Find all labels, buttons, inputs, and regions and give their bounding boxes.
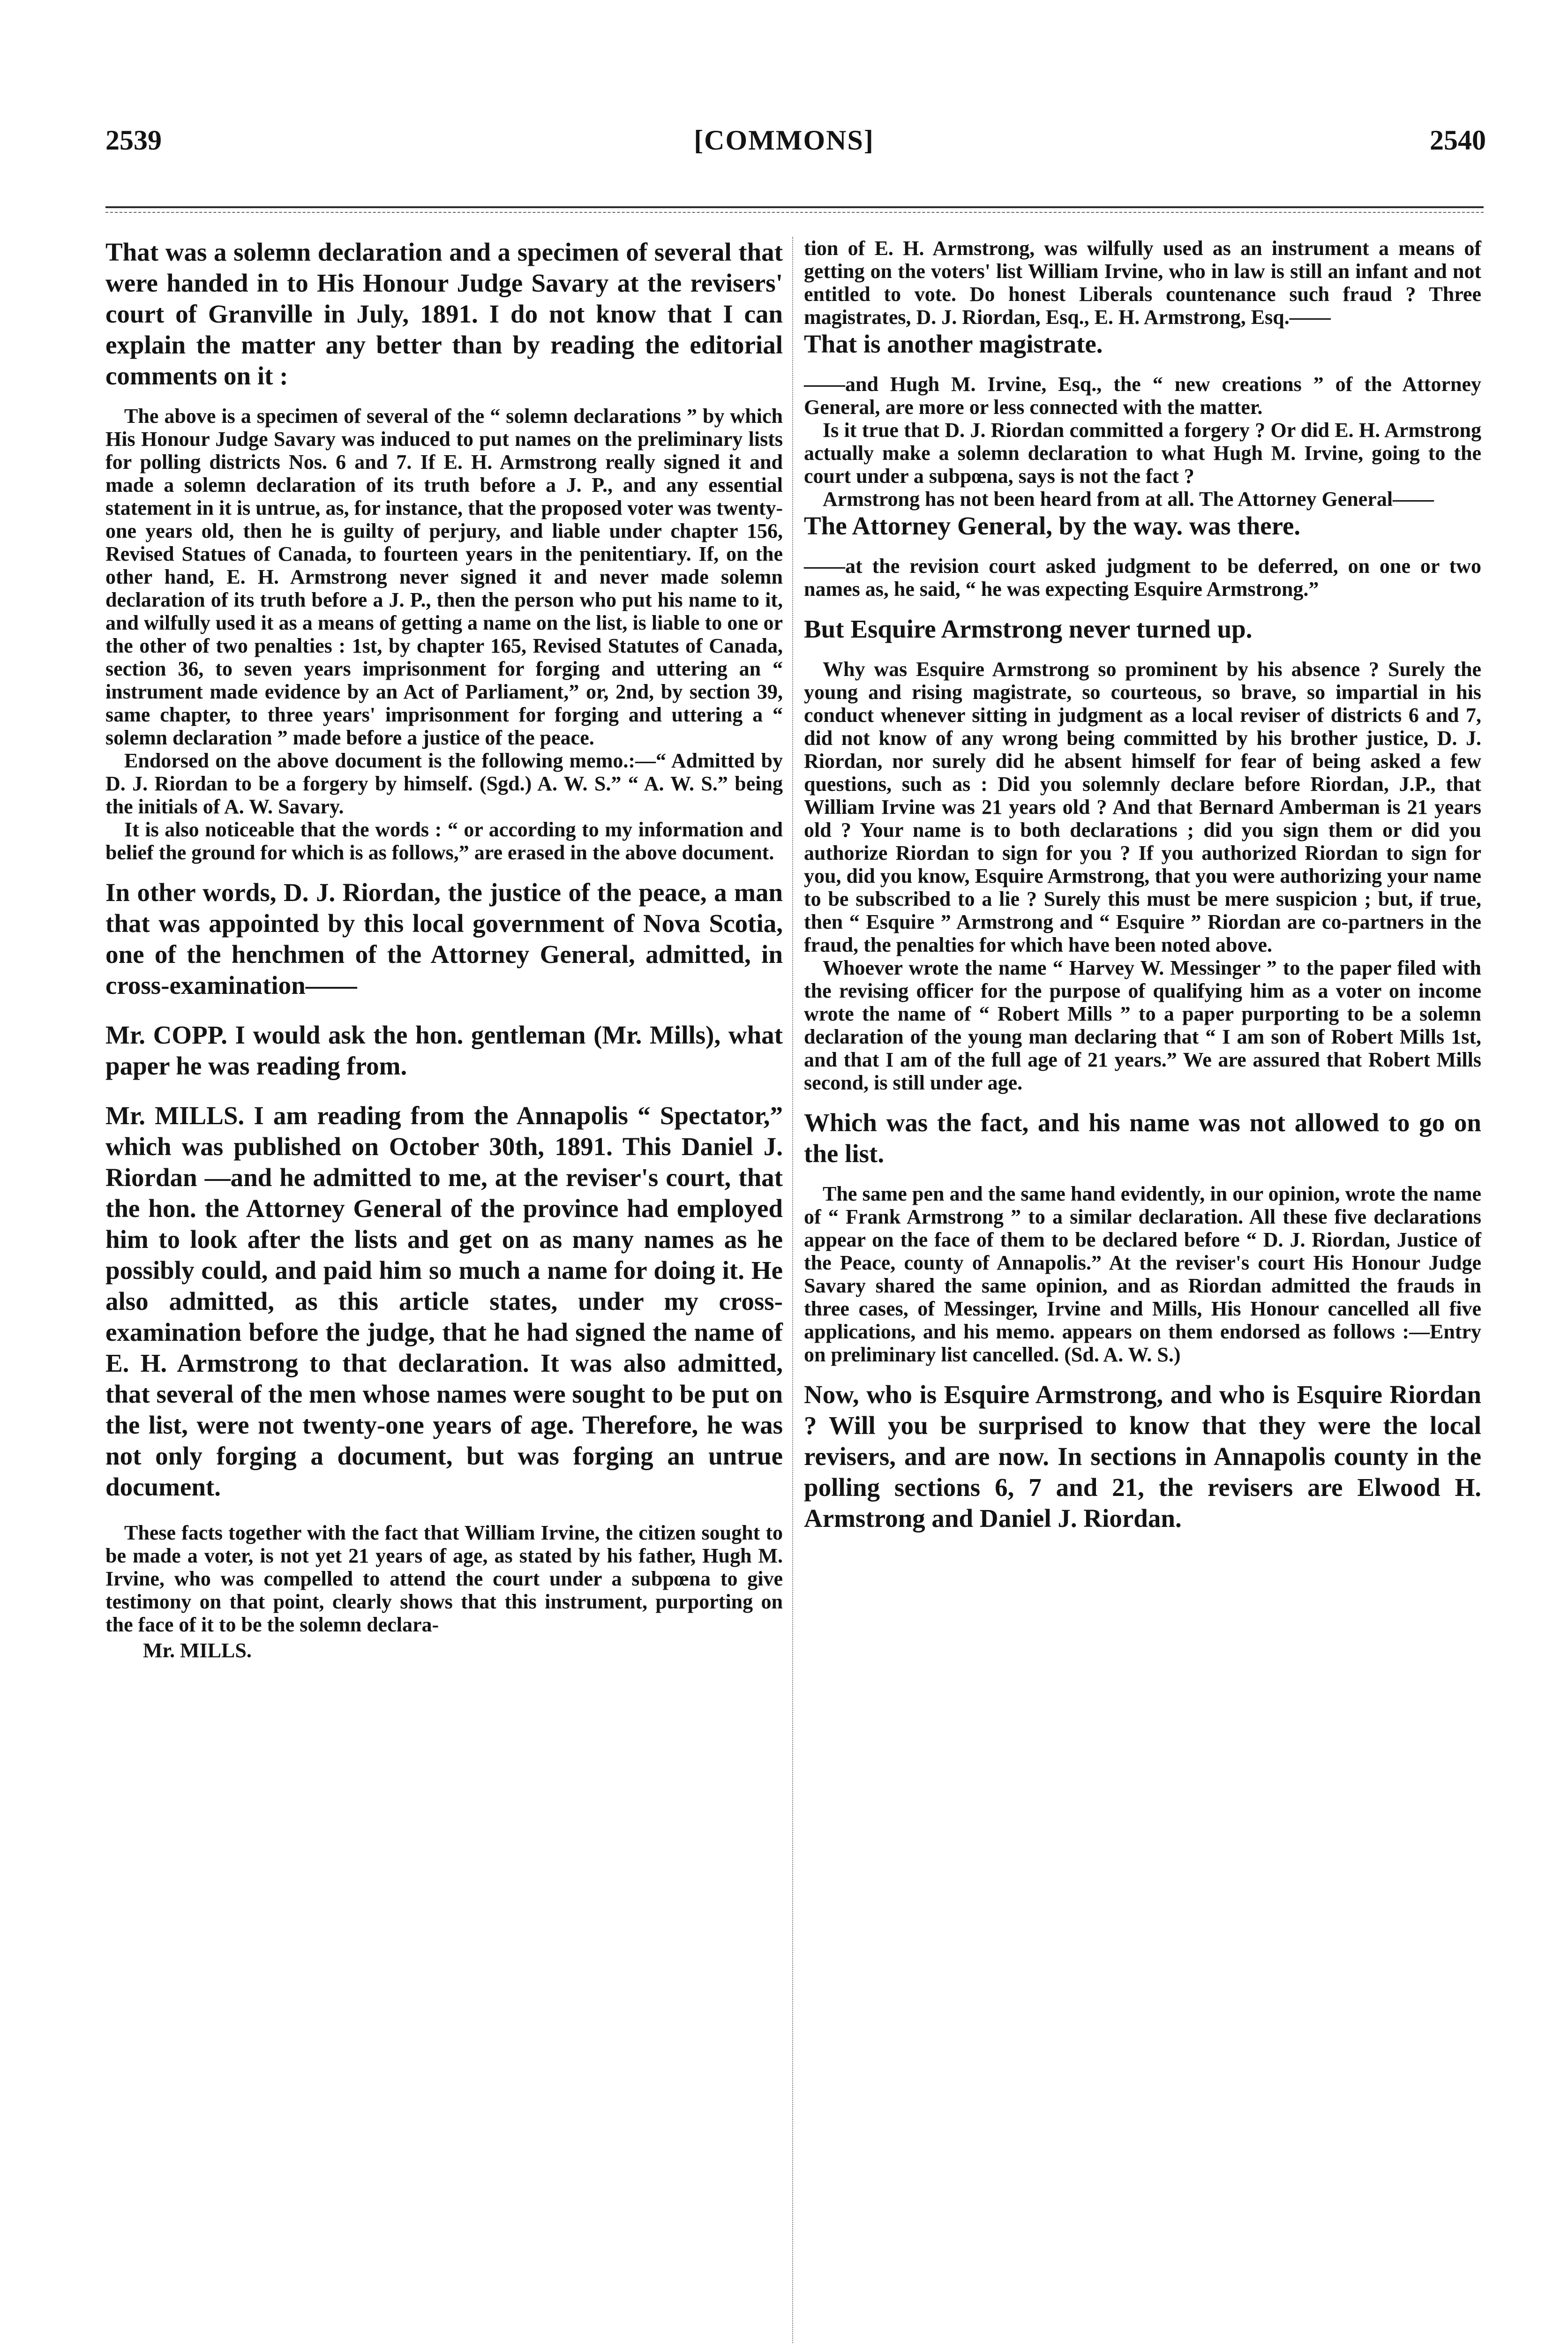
speech-paragraph: That was a solemn declaration and a specimen of several that were handed in to His Honour Judge Savary at the revisers' court of Granville in July, 1891. I do not know that I can explain the matter any better than by reading the editorial comments on it : xyxy=(105,238,783,390)
speech-paragraph-mills: Mr. MILLS. I am reading from the Annapolis “ Spectator,” which was published on October 30th, 1891. This Daniel J. Riordan —and he admitted to me, at the reviser's court, that the hon. the Attorney General of the province had employed him to look after the lists and get on as many names as he possibly could, and paid him so much a name for doing it. He also admitted, as this article states, under my cross-examination before the judge, that he had signed the name of E. H. Armstrong to that declaration. It was also admitted, that several of the men whose names were sought to be put on the list, were not twenty-one years of age. Therefore, he was not only forging a document, but was forging an untrue document. xyxy=(105,1101,783,1501)
quoted-paragraph: Is it true that D. J. Riordan committed a forgery ? Or did E. H. Armstrong actually make a solemn declaration to what Hugh M. Irvine, going to the court under a subpœna, says is not the fact ? xyxy=(804,419,1481,488)
left-column xyxy=(105,237,783,1662)
quoted-paragraph: ——and Hugh M. Irvine, Esq., the “ new creations ” of the Attorney General, are more or less connected with the matter. xyxy=(804,373,1481,419)
quoted-paragraph: ——at the revision court asked judgment to be deferred, on one or two names as, he said, “ he was expecting Esquire Armstrong.” xyxy=(804,555,1481,601)
header-rule xyxy=(105,206,1484,208)
quoted-paragraph: Armstrong has not been heard from at all. The Attorney General—— xyxy=(823,488,1434,511)
quoted-paragraph: Whoever wrote the name “ Harvey W. Messinger ” to the paper filed with the revising officer for the purpose of qualifying him as a voter on income wrote the name of “ Robert Mills ” to a paper purporting to be a solemn declaration of the young man declaring that “ I am son of Robert Mills 1st, and that I am of the full age of 21 years.” We are assured that Robert Mills second, is still under age. xyxy=(804,956,1481,1094)
speech-paragraph: Now, who is Esquire Armstrong, and who is Esquire Riordan ? Will you be surprised to know that they were the local revisers, and are now. In sections in Annapolis county in the polling sections 6, 7 and 21, the revisers are Elwood H. Armstrong and Daniel J. Riordan. xyxy=(804,1380,1481,1533)
speech-paragraph: The Attorney General, by the way. was there. xyxy=(804,511,1301,540)
speech-paragraph: But Esquire Armstrong never turned up. xyxy=(804,615,1253,643)
speech-paragraph: Which was the fact, and his name was not allowed to go on the list. xyxy=(804,1108,1481,1168)
quoted-paragraph: Why was Esquire Armstrong so prominent by his absence ? Surely the young and rising magistrate, so courteous, so brave, so impartial in his conduct whenever sitting in judgment as a local reviser of districts 6 and 7, did not know of any wrong being committed by his brother justice, D. J. Riordan, nor surely did he absent himself for fear of being asked a few questions, such as : Did you solemnly declare before Riordan, J.P., that William Irvine was 21 years old ? And that Bernard Amberman is 21 years old ? Your name is to both declarations ; did you sign them or did you authorize Riordan to sign for you ? If you authorized Riordan to sign for you, did you know, Esquire Armstrong, that you were authorizing your name to be subscribed to a lie ? Surely this must be mere suspicion ; but, if true, then “ Esquire ” Armstrong and “ Esquire ” Riordan are co-partners in the fraud, the penalties for which have been noted above. xyxy=(804,658,1481,956)
quoted-paragraph: The same pen and the same hand evidently, in our opinion, wrote the name of “ Frank Armstrong ” to a similar declaration. All these five declarations appear on the face of them to be declared before “ D. J. Riordan, Justice of the Peace, county of Annapolis.” At the reviser's court His Honour Judge Savary shared the same opinion, and as Riordan admitted the frauds in three cases, of Messinger, Irvine and Mills, His Honour cancelled all five applications, and his memo. appears on them endorsed as follows :—Entry on preliminary list cancelled. (Sd. A. W. S.) xyxy=(804,1182,1481,1366)
column-divider xyxy=(792,237,793,2344)
speech-paragraph: That is another magistrate. xyxy=(804,330,1103,358)
speech-paragraph-copp: Mr. COPP. I would ask the hon. gentleman (Mr. Mills), what paper he was reading from. xyxy=(105,1021,783,1080)
right-column xyxy=(804,237,1481,1534)
quoted-paragraph: The above is a specimen of several of the “ solemn declarations ” by which His Honour Judge Savary was induced to put names on the preliminary lists for polling districts Nos. 6 and 7. If E. H. Armstrong really signed it and made a solemn declaration of its truth before a J. P., and any essential statement in it is untrue, as, for instance, that the proposed voter was twenty-one years old, then he is guilty of perjury, and liable under chapter 156, Revised Statues of Canada, to fourteen years in the penitentiary. If, on the other hand, E. H. Armstrong never signed it and never made solemn declaration of its truth before a J. P., then the person who put his name to it, and wilfully used it as a means of getting a name on the list, is liable to one or the other of two penalties : 1st, by chapter 165, Revised Statutes of Canada, section 36, to seven years imprisonment for forging and uttering an “ instrument made evidence by an Act of Parliament,” or, 2nd, by section 39, same chapter, to three years' imprisonment for forging and uttering a “ solemn declaration ” made before a justice of the peace. xyxy=(105,405,783,749)
speaker-footer: Mr. MILLS. xyxy=(143,1639,252,1662)
quoted-paragraph: These facts together with the fact that William Irvine, the citizen sought to be made a voter, is not yet 21 years of age, as stated by his father, Hugh M. Irvine, who was compelled to attend the court under a subpœna to give testimony on that point, clearly shows that this instrument, purporting on the face of it to be the solemn declara- xyxy=(105,1521,783,1636)
page-header xyxy=(0,124,1568,176)
quoted-paragraph: It is also noticeable that the words : “ or according to my information and belief the ground for which is as follows,” are erased in the above document. xyxy=(105,818,783,864)
speech-paragraph: In other words, D. J. Riordan, the justice of the peace, a man that was appointed by this local government of Nova Scotia, one of the henchmen of the Attorney General, admitted, in cross-examination—— xyxy=(105,878,783,999)
running-title: [COMMONS] xyxy=(694,125,874,156)
quoted-paragraph: tion of E. H. Armstrong, was wilfully used as an instrument a means of getting on the voters' list William Irvine, who in law is still an infant and not entitled to vote. Do honest Liberals countenance such fraud ? Three magistrates, D. J. Riordan, Esq., E. H. Armstrong, Esq.—— xyxy=(804,237,1481,329)
page-number-right: 2540 xyxy=(1430,125,1486,156)
header-rule-dashed xyxy=(105,212,1484,213)
page-number-left: 2539 xyxy=(105,125,162,156)
quoted-paragraph: Endorsed on the above document is the following memo.:—“ Admitted by D. J. Riordan to be a forgery by himself. (Sgd.) A. W. S.” “ A. W. S.” being the initials of A. W. Savary. xyxy=(105,749,783,818)
